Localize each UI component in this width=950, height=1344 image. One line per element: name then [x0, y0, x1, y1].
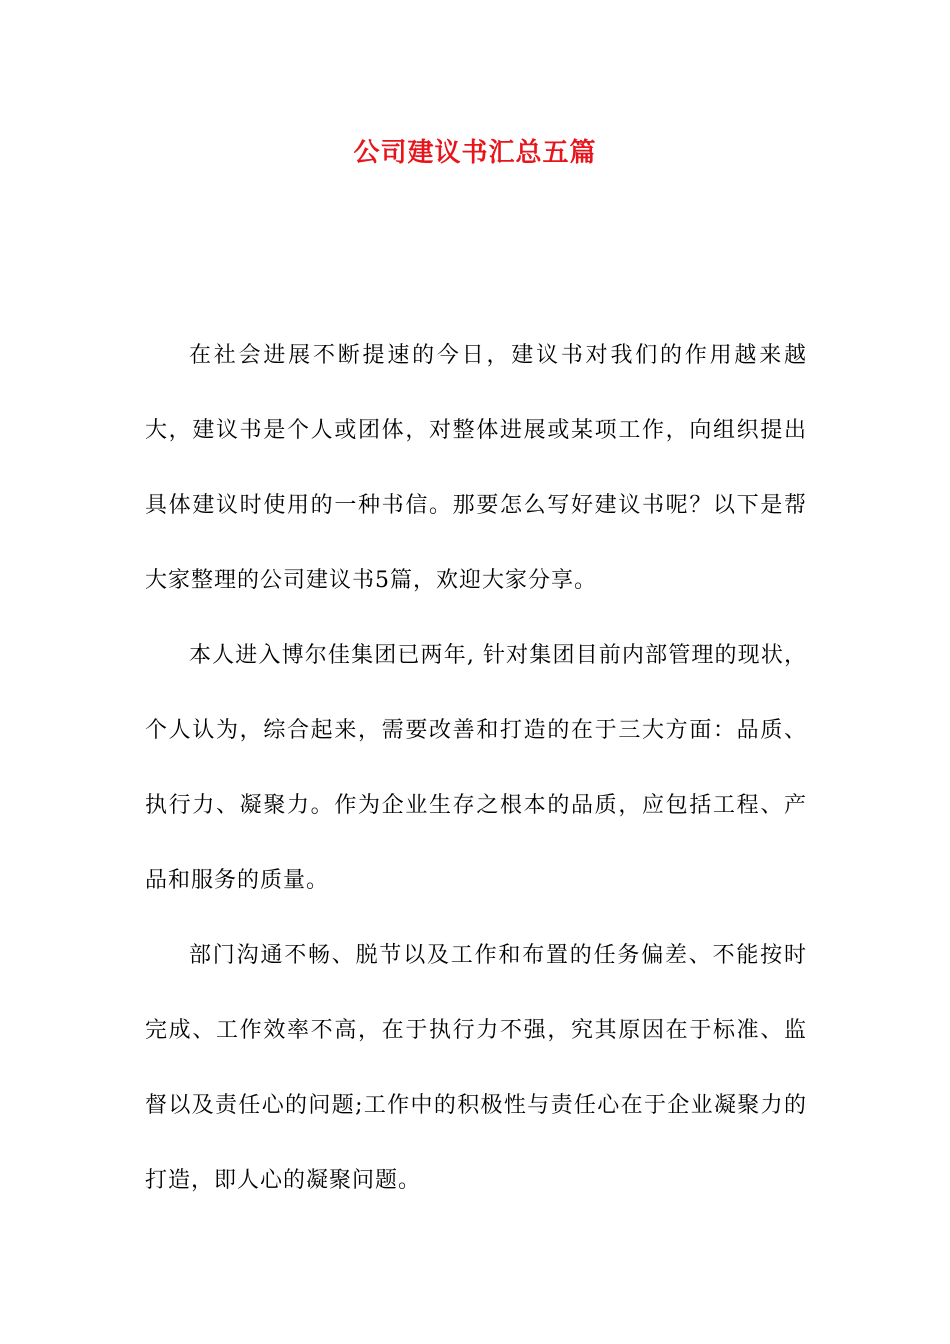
document-title: 公司建议书汇总五篇 — [353, 138, 597, 168]
document-body — [145, 318, 807, 1218]
paragraph-execution: 部门沟通不畅、脱节以及工作和布置的任务偏差、不能按时完成、工作效率不高，在于执行力不强，究其原因在于标准、监督以及责任心的问题;工作中的积极性与责任心在于企业凝聚力的打造，即人心的凝聚问题。 — [145, 943, 807, 1193]
paragraph-intro: 在社会进展不断提速的今日，建议书对我们的作用越来越大，建议书是个人或团体，对整体进展或某项工作，向组织提出具体建议时使用的一种书信。那要怎么写好建议书呢？以下是帮大家整理的公司建议书5篇，欢迎大家分享。 — [145, 343, 807, 593]
paragraph-management: 本人进入博尔佳集团已两年, 针对集团目前内部管理的现状，个人认为，综合起来，需要改善和打造的在于三大方面：品质、执行力、凝聚力。作为企业生存之根本的品质，应包括工程、产品和服务的质量。 — [145, 643, 807, 893]
